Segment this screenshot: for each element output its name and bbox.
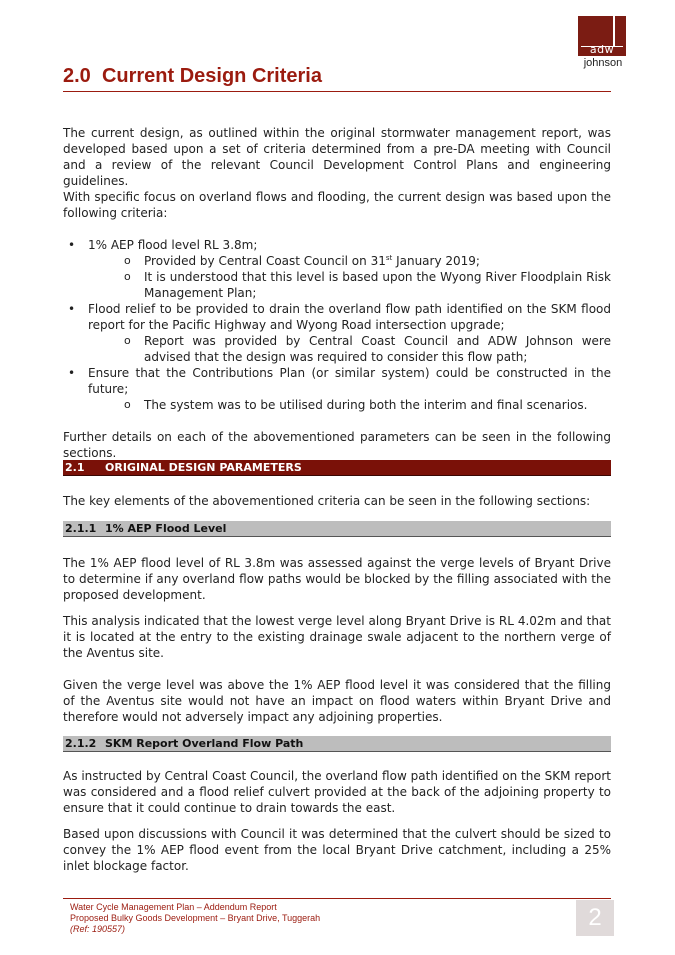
section-number: 2.1 xyxy=(65,461,85,474)
footer-project: Proposed Bulky Goods Development – Bryant Drive, Tuggerah xyxy=(70,913,321,923)
section-2-1-intro: The key elements of the abovementioned criteria can be seen in the following sections: xyxy=(63,494,591,508)
criteria-bullet-2: • Flood relief to be provided to drain the overland flow path identified on the SKM flood report for the Pacific Highway and Wyong Road intersection upgrade; xyxy=(88,301,611,333)
section-2-1-1-paragraph-3: Given the verge level was above the 1% AEP flood level it was considered that the filling of the Aventus site would not have an impact on flood waters within Bryant Drive and therefore would not adversely impact any adjoining properties. xyxy=(63,678,611,724)
subsection-heading-2-1-1 xyxy=(63,521,611,537)
subsection-number: 2.1.2 xyxy=(65,737,97,750)
ordinal-suffix: st xyxy=(385,254,393,262)
footer-rule xyxy=(63,898,611,899)
subsection-title: 1% AEP Flood Level xyxy=(105,522,227,535)
footer-reference: (Ref: 190557) xyxy=(70,924,126,934)
subsection-title: SKM Report Overland Flow Path xyxy=(105,737,304,750)
subsection-heading-2-1-2 xyxy=(63,736,611,752)
page-title-number: 2.0 xyxy=(63,65,91,87)
section-title: ORIGINAL DESIGN PARAMETERS xyxy=(105,461,302,474)
intro-paragraph-1: The current design, as outlined within the original stormwater management report, was developed based upon a set of criteria determined from a pre-DA meeting with Council and a review of the relevant Council Development Control Plans and engineering guidelines. xyxy=(63,126,611,188)
footer-report-title: Water Cycle Management Plan – Addendum Report xyxy=(70,902,277,912)
criteria-sub-1-1-text: Provided by Central Coast Council on 31 xyxy=(144,254,386,268)
company-logo xyxy=(578,16,630,68)
page-number: 2 xyxy=(576,900,614,936)
subsection-number: 2.1.1 xyxy=(65,522,97,535)
page-title-text: Current Design Criteria xyxy=(101,65,322,87)
section-2-1-1-paragraph-1: The 1% AEP flood level of RL 3.8m was assessed against the verge levels of Bryant Drive to determine if any overland flow paths would be blocked by the filling associated with the proposed development. xyxy=(63,556,611,602)
intro-paragraph-2: With specific focus on overland flows and flooding, the current design was based upon the following criteria: xyxy=(63,190,611,220)
section-2-1-2-paragraph-1: As instructed by Central Coast Council, the overland flow path identified on the SKM report was considered and a flood relief culvert provided at the back of the adjoining property to ensure that it could continue to drain towards the east. xyxy=(63,769,611,815)
criteria-bullet-1: • 1% AEP flood level RL 3.8m; xyxy=(88,237,611,253)
page-title xyxy=(63,63,322,89)
criteria-sub-1-1-end: January 2019; xyxy=(392,254,480,268)
section-2-1-2-paragraph-2: Based upon discussions with Council it was determined that the culvert should be sized to convey the 1% AEP flood event from the local Bryant Drive catchment, including a 25% inlet blockage factor. xyxy=(63,827,611,873)
criteria-sub-2-1: o Report was provided by Central Coast Council and ADW Johnson were advised that the design was required to consider this flow path; xyxy=(144,333,611,365)
criteria-bullet-3: • Ensure that the Contributions Plan (or similar system) could be constructed in the future; xyxy=(88,365,611,397)
logo-mark xyxy=(578,16,626,56)
section-2-1-1-paragraph-2: This analysis indicated that the lowest verge level along Bryant Drive is RL 4.02m and that it is located at the entry to the existing drainage swale adjacent to the northern verge of the Aventus site. xyxy=(63,614,611,660)
criteria-sub-3-1: o The system was to be utilised during both the interim and final scenarios. xyxy=(144,397,611,413)
title-rule xyxy=(63,91,611,92)
criteria-sub-1-1 xyxy=(144,253,611,269)
logo-sub-text: johnson xyxy=(583,57,623,69)
section-heading-2-1 xyxy=(63,460,611,476)
further-details-paragraph: Further details on each of the abovementioned parameters can be seen in the following sections. xyxy=(63,430,611,460)
logo-brand-text: adw xyxy=(589,43,615,56)
logo-vertical-line xyxy=(613,16,615,46)
criteria-sub-1-2: o It is understood that this level is based upon the Wyong River Floodplain Risk Management Plan; xyxy=(144,269,611,301)
